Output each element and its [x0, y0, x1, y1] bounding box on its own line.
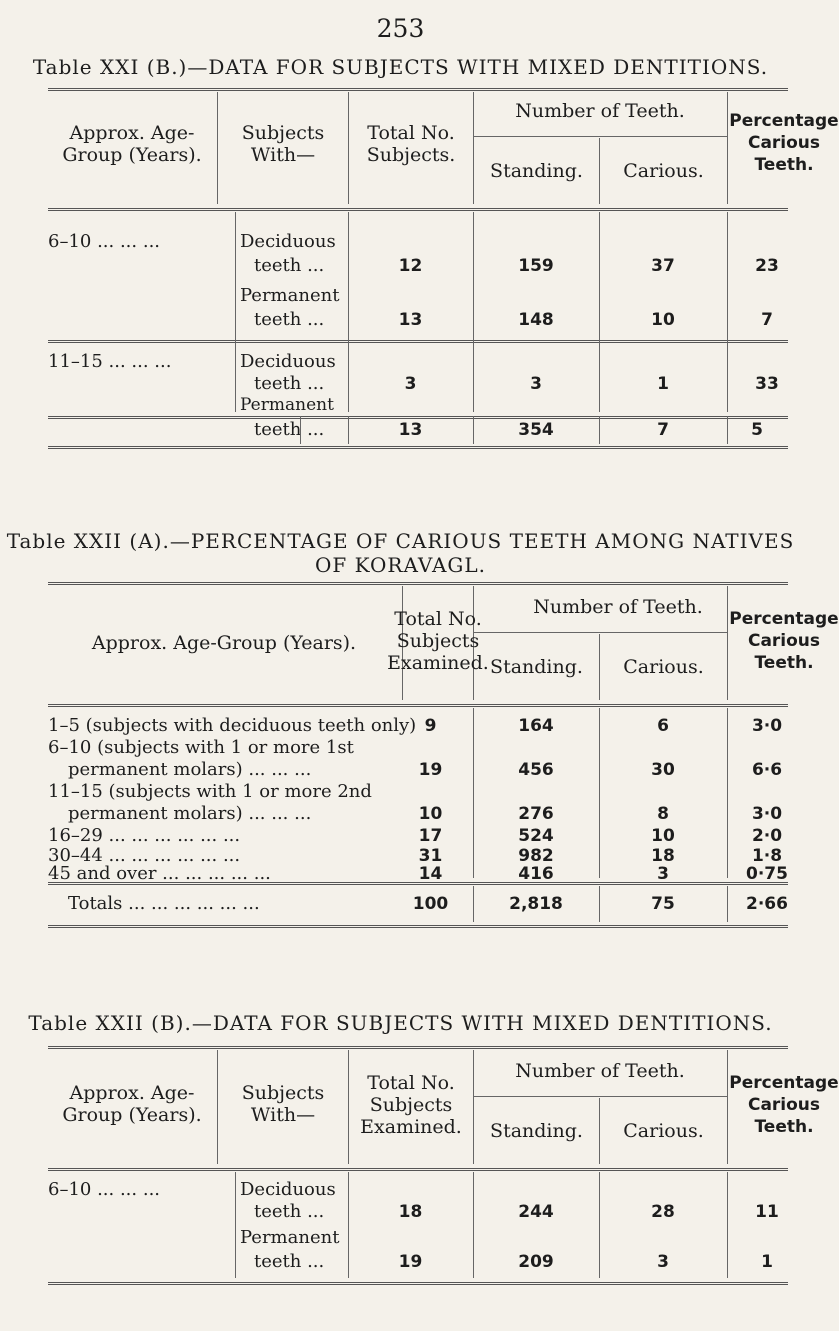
totals-label: Totals ... ... ... ... ... ... — [68, 893, 260, 914]
header-subjects-with: Subjects With— — [241, 1082, 325, 1126]
row-label-cont: permanent molars) ... ... ... — [68, 759, 312, 780]
row-percentage: 1·8 — [751, 846, 783, 866]
row-percentage: 2·0 — [751, 826, 783, 846]
header-total: Total No. Subjects Examined. — [360, 1072, 462, 1138]
row-type: Permanent — [240, 1227, 340, 1248]
row-label: 30–44 ... ... ... ... ... ... — [48, 845, 241, 866]
row-carious: 3 — [657, 864, 669, 884]
row-standing: 159 — [518, 256, 554, 276]
row-percentage: 1 — [761, 1252, 773, 1272]
header-number-of-teeth: Number of Teeth. — [533, 596, 703, 618]
row-carious: 30 — [651, 760, 675, 780]
row-total: 17 — [418, 826, 443, 846]
row-carious: 37 — [651, 256, 675, 276]
table-xxii-b-title: Table XXII (B).—DATA FOR SUBJECTS WITH MIXED DENTITIONS. — [28, 1011, 773, 1035]
header-number-of-teeth: Number of Teeth. — [515, 100, 685, 122]
row-type-cont: teeth ... — [254, 309, 325, 330]
header-rule — [48, 208, 788, 211]
row-carious: 1 — [657, 374, 669, 394]
header-age: Approx. Age-Group (Years). — [91, 632, 357, 654]
header-total: Total No. Subjects. — [366, 122, 456, 166]
row-label: 45 and over ... ... ... ... ... — [48, 863, 271, 884]
row-carious: 3 — [657, 1252, 669, 1272]
row-carious: 6 — [657, 716, 669, 736]
header-subjects-with: Subjects With— — [241, 122, 325, 166]
row-age: 6–10 ... ... ... — [48, 231, 161, 252]
header-standing: Standing. — [490, 1120, 583, 1142]
totals-total: 100 — [412, 894, 449, 914]
row-percentage: 3·0 — [751, 716, 783, 736]
top-rule — [48, 88, 788, 91]
row-type: Permanent — [240, 395, 334, 415]
row-carious: 10 — [651, 310, 675, 330]
row-percentage: 7 — [761, 310, 773, 330]
row-standing: 524 — [518, 826, 554, 846]
row-age: 6–10 ... ... ... — [48, 1179, 161, 1200]
table-xxii-a-title: Table XXII (A).—PERCENTAGE OF CARIOUS TEETH AMONG NATIVES — [6, 529, 795, 553]
row-type-cont: teeth ... — [254, 255, 325, 276]
row-label: 1–5 (subjects with deciduous teeth only) — [48, 715, 417, 736]
row-type-cont: teeth ... — [254, 1201, 325, 1222]
row-percentage: 6·6 — [751, 760, 783, 780]
row-total: 13 — [398, 310, 423, 330]
row-carious: 28 — [651, 1202, 675, 1222]
row-standing: 276 — [518, 804, 554, 824]
row-standing: 209 — [518, 1252, 554, 1272]
row-percentage: 5 — [751, 420, 763, 440]
row-total: 3 — [404, 374, 417, 394]
row-percentage: 23 — [755, 256, 779, 276]
header-percentage: Percentage Carious Teeth. — [729, 1073, 839, 1137]
row-label: 16–29 ... ... ... ... ... ... — [48, 825, 241, 846]
row-label-cont: permanent molars) ... ... ... — [68, 803, 312, 824]
row-type: Deciduous — [240, 1179, 336, 1200]
row-total: 19 — [398, 1252, 423, 1272]
header-carious: Carious. — [623, 656, 704, 678]
table-xxii-a — [48, 582, 839, 927]
row-total: 9 — [424, 716, 437, 736]
row-total: 12 — [398, 256, 423, 276]
row-standing: 164 — [518, 716, 554, 736]
row-label: 6–10 (subjects with 1 or more 1st — [48, 737, 354, 758]
row-total: 14 — [418, 864, 443, 884]
header-standing: Standing. — [490, 656, 583, 678]
totals-percentage: 2·66 — [746, 894, 788, 914]
row-total: 10 — [418, 804, 443, 824]
page-number: 253 — [376, 14, 425, 43]
table-xxii-b — [48, 1046, 839, 1286]
row-percentage: 33 — [755, 374, 779, 394]
header-age: Approx. Age-Group (Years). — [62, 122, 202, 166]
row-type: Deciduous — [240, 351, 336, 372]
row-total: 19 — [418, 760, 443, 780]
row-percentage: 0·75 — [746, 864, 788, 884]
header-carious: Carious. — [623, 160, 704, 182]
row-age: 11–15 ... ... ... — [48, 351, 172, 372]
row-type: Deciduous — [240, 231, 336, 252]
row-total: 31 — [418, 846, 443, 866]
header-number-of-teeth: Number of Teeth. — [515, 1060, 685, 1082]
row-carious: 7 — [657, 420, 669, 440]
header-percentage: Percentage Carious Teeth. — [729, 111, 839, 175]
row-standing: 456 — [518, 760, 554, 780]
header-percentage: Percentage Carious Teeth. — [729, 609, 839, 673]
row-standing: 148 — [518, 310, 554, 330]
header-age: Approx. Age-Group (Years). — [62, 1082, 202, 1126]
header-standing: Standing. — [490, 160, 583, 182]
row-label: 11–15 (subjects with 1 or more 2nd — [48, 781, 372, 802]
row-type-cont: teeth ... — [254, 419, 325, 440]
table-xxi-b — [48, 88, 839, 418]
row-standing: 244 — [518, 1202, 554, 1222]
row-standing: 982 — [518, 846, 554, 866]
table-xxi-b-title: Table XXI (B.)—DATA FOR SUBJECTS WITH MIXED DENTITIONS. — [32, 55, 769, 79]
row-standing: 416 — [518, 864, 554, 884]
row-carious: 18 — [651, 846, 675, 866]
row-carious: 10 — [651, 826, 675, 846]
row-standing: 354 — [518, 420, 554, 440]
header-carious: Carious. — [623, 1120, 704, 1142]
row-type-cont: teeth ... — [254, 373, 325, 394]
table-xxii-a-title-line2: OF KORAVAGL. — [314, 553, 487, 577]
row-percentage: 11 — [755, 1202, 779, 1222]
totals-carious: 75 — [651, 894, 675, 914]
row-standing: 3 — [530, 374, 542, 394]
mid-rule — [48, 340, 788, 343]
row-type: Permanent — [240, 285, 340, 306]
row-total: 13 — [398, 420, 423, 440]
header-total: Total No. Subjects Examined. — [387, 608, 489, 674]
totals-standing: 2,818 — [509, 894, 563, 914]
row-type-cont: teeth ... — [254, 1251, 325, 1272]
row-percentage: 3·0 — [751, 804, 783, 824]
row-carious: 8 — [657, 804, 669, 824]
row-total: 18 — [398, 1202, 423, 1222]
